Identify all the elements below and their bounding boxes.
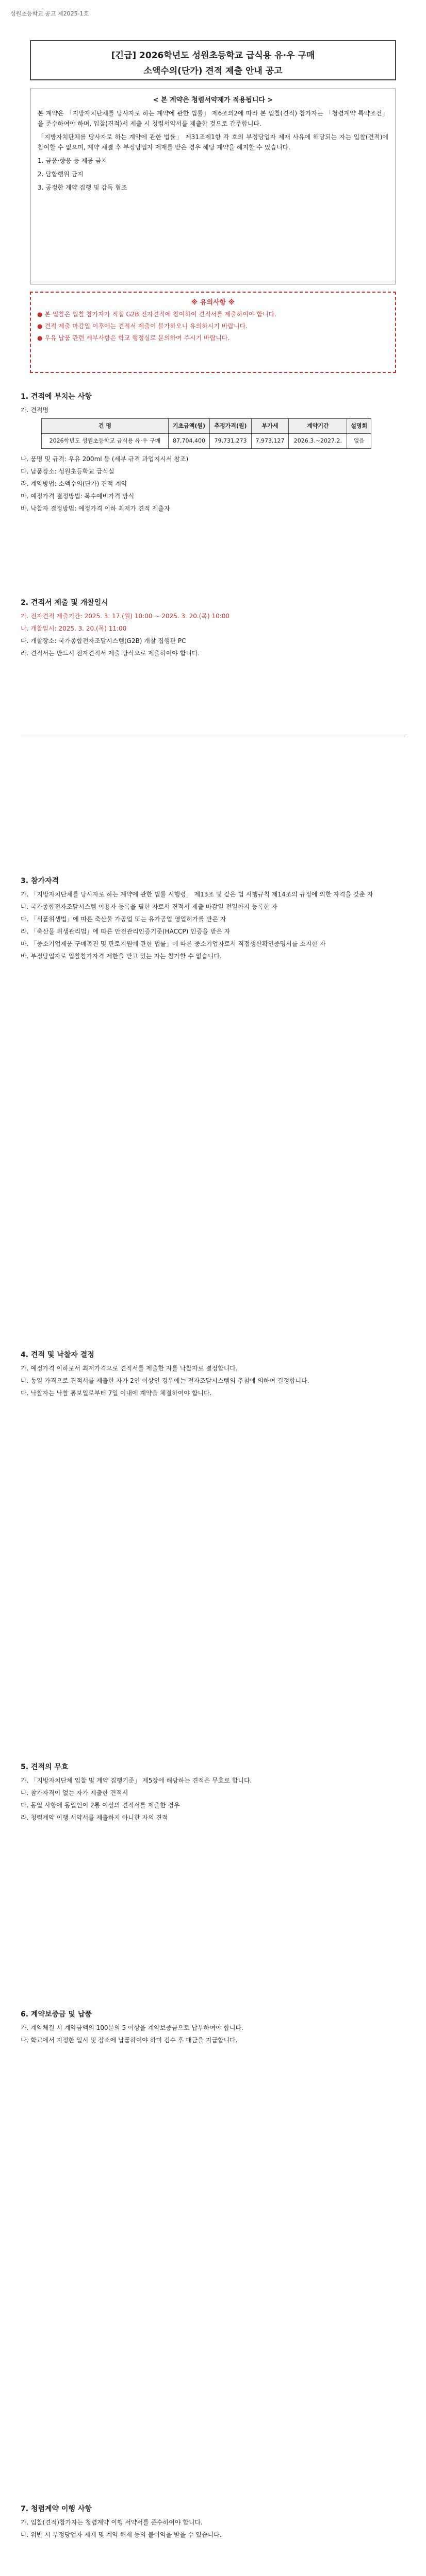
section-line: 나. 위반 시 부정당업자 제재 및 계약 해제 등의 불이익을 받을 수 있습니다. <box>21 2531 222 2538</box>
section-3 <box>21 876 405 963</box>
section-title: 3. 참가자격 <box>21 877 59 885</box>
section-7 <box>21 2504 405 2542</box>
section-line: 마. 예정가격 결정방법: 복수예비가격 방식 <box>21 493 135 500</box>
table-cell: 87,704,400 <box>168 434 209 449</box>
section-2 <box>21 598 405 660</box>
caution-item: ● 본 입찰은 입찰 참가자가 직접 G2B 전자견적에 참여하여 견적서를 제출하여야 합니다. <box>37 311 276 318</box>
section-line: 나. 참가자격이 없는 자가 제출한 견적서 <box>21 1789 128 1797</box>
title-box <box>30 40 396 80</box>
table-cell: 7,973,127 <box>251 434 289 449</box>
section-line: 다. 낙찰자는 낙찰 통보일로부터 7일 이내에 계약을 체결하여야 합니다. <box>21 1389 212 1397</box>
section-line: 바. 부정당업자로 입찰참가자격 제한을 받고 있는 자는 참가할 수 없습니다. <box>21 953 222 960</box>
section-line: 바. 낙찰자 결정방법: 예정가격 이하 최저가 견적 제출자 <box>21 505 170 512</box>
section-title: 7. 청렴계약 이행 사항 <box>21 2505 92 2513</box>
table-cell: 79,731,273 <box>210 434 251 449</box>
section-line: 라. 「축산물 위생관리법」에 따른 안전관리인증기준(HACCP) 인증을 받은 자 <box>21 928 231 935</box>
integrity-notice-box <box>30 89 396 284</box>
section-title: 5. 견적의 무효 <box>21 1763 69 1771</box>
caution-item: ● 견적 제출 마감일 이후에는 견적서 제출이 불가하오니 유의하시기 바랍니다. <box>37 323 248 330</box>
section-line: 가. 예정가격 이하로서 최저가격으로 견적서를 제출한 자를 낙찰자로 결정합니다. <box>21 1365 238 1372</box>
section-line: 가. 「지방자치단체를 당사자로 하는 계약에 관한 법률 시행령」 제13조 및 같은 법 시행규칙 제14조의 규정에 의한 자격을 갖춘 자 <box>21 891 373 898</box>
section-line: 가. 「지방자치단체 입찰 및 계약 집행기준」 제5장에 해당하는 견적은 무효로 합니다. <box>21 1777 252 1784</box>
caution-heading: ※ 유의사항 ※ <box>191 299 235 307</box>
section-line: 다. 납품장소: 성원초등학교 급식실 <box>21 468 114 475</box>
section-line: 마. 「중소기업제품 구매촉진 및 판로지원에 관한 법률」에 따른 중소기업자로서 직접생산확인증명서를 소지한 자 <box>21 940 326 947</box>
section-line: 가. 입찰(견적)참가자는 청렴계약 이행 서약서를 준수하여야 합니다. <box>21 2519 203 2526</box>
section-line: 가. 전자견적 제출기간: 2025. 3. 17.(월) 10:00 ~ 2025. 3. 20.(목) 10:00 <box>21 613 230 620</box>
section-line: 라. 견적서는 반드시 전자견적서 제출 방식으로 제출하여야 합니다. <box>21 650 200 657</box>
table-header: 추정가격(원) <box>210 419 251 434</box>
table-header: 부가세 <box>251 419 289 434</box>
section-title: 4. 견적 및 낙찰자 결정 <box>21 1351 94 1359</box>
section-line: 나. 국가종합전자조달시스템 이용자 등록을 필한 자로서 견적서 제출 마감일 전일까지 등록한 자 <box>21 903 277 910</box>
notice-number: 성원초등학교 공고 제2025-1호 <box>10 10 89 17</box>
section-1 <box>21 392 405 516</box>
table-cell: 없음 <box>347 434 371 449</box>
integrity-heading: < 본 계약은 청렴서약제가 적용됩니다 > <box>153 96 273 104</box>
section-line: 가. 견적명 <box>21 406 48 414</box>
section-title: 6. 계약보증금 및 납품 <box>21 2010 92 2019</box>
table-header: 건 명 <box>42 419 169 434</box>
section-line: 다. 동일 사항에 동일인이 2통 이상의 견적서를 제출한 경우 <box>21 1802 180 1809</box>
table-header-row <box>42 419 371 434</box>
intro-paragraph: 「지방자치단체를 당사자로 하는 계약에 관한 법률」 제31조제1항 각 호의 부정당업자 제재 사유에 해당되는 자는 입찰(견적)에 참여할 수 없으며, 계약 체결 후 부정당업자 제재를 받은 경우 해당 계약을 해지할 수 있습니다. <box>38 133 388 151</box>
section-line: 가. 계약체결 시 계약금액의 100분의 5 이상을 계약보증금으로 납부하여야 합니다. <box>21 2024 243 2031</box>
title-line-1: [긴급] 2026학년도 성원초등학교 급식용 유·우 구매 <box>111 50 315 61</box>
section-line: 다. 「식품위생법」에 따른 축산물 가공업 또는 유가공업 영업허가를 받은 자 <box>21 916 226 923</box>
intro-paragraph: 3. 공정한 계약 집행 및 감독 협조 <box>38 184 127 191</box>
section-line: 나. 개찰일시: 2025. 3. 20.(목) 11:00 <box>21 625 127 632</box>
section-4 <box>21 1350 405 1400</box>
table-row <box>42 434 371 449</box>
intro-paragraph: 2. 담합행위 금지 <box>38 171 84 178</box>
table-header: 기초금액(원) <box>168 419 209 434</box>
caution-item: ● 우유 납품 관련 세부사항은 학교 행정실로 문의하여 주시기 바랍니다. <box>37 334 230 342</box>
section-title: 1. 견적에 부치는 사항 <box>21 393 92 401</box>
spec-table <box>41 418 371 449</box>
intro-paragraph: 본 계약은 「지방자치단체를 당사자로 하는 계약에 관한 법률」 제6조의2에 따라 본 입찰(견적) 참가자는 「청렴계약 특약조건」을 준수하여야 하며, 입찰(견적)서 제출 시 청렴서약서를 제출한 것으로 간주합니다. <box>38 110 388 127</box>
title-line-2: 소액수의(단가) 견적 제출 안내 공고 <box>143 66 283 76</box>
section-line: 나. 품명 및 규격: 우유 200ml 등 (세부 규격 과업지시서 참조) <box>21 455 189 463</box>
section-5 <box>21 1762 405 1825</box>
section-line: 나. 동일 가격으로 견적서를 제출한 자가 2인 이상인 경우에는 전자조달시스템의 추첨에 의하여 결정합니다. <box>21 1377 309 1384</box>
section-line: 나. 학교에서 지정한 일시 및 장소에 납품하여야 하며 검수 후 대금을 지급합니다. <box>21 2037 238 2044</box>
caution-box <box>30 292 396 373</box>
table-header: 설명회 <box>347 419 371 434</box>
section-6 <box>21 2009 405 2047</box>
section-title: 2. 견적서 제출 및 개찰일시 <box>21 599 108 607</box>
section-line: 라. 청렴계약 이행 서약서를 제출하지 아니한 자의 견적 <box>21 1814 168 1821</box>
table-header: 계약기간 <box>289 419 347 434</box>
section-line: 다. 개찰장소: 국가종합전자조달시스템(G2B) 개찰 집행관 PC <box>21 637 186 645</box>
table-cell: 2026.3.~2027.2. <box>289 434 347 449</box>
section-line: 라. 계약방법: 소액수의(단가) 견적 계약 <box>21 480 127 487</box>
table-cell: 2026학년도 성원초등학교 급식용 유·우 구매 <box>42 434 169 449</box>
intro-paragraph: 1. 금품·향응 등 제공 금지 <box>38 157 107 164</box>
